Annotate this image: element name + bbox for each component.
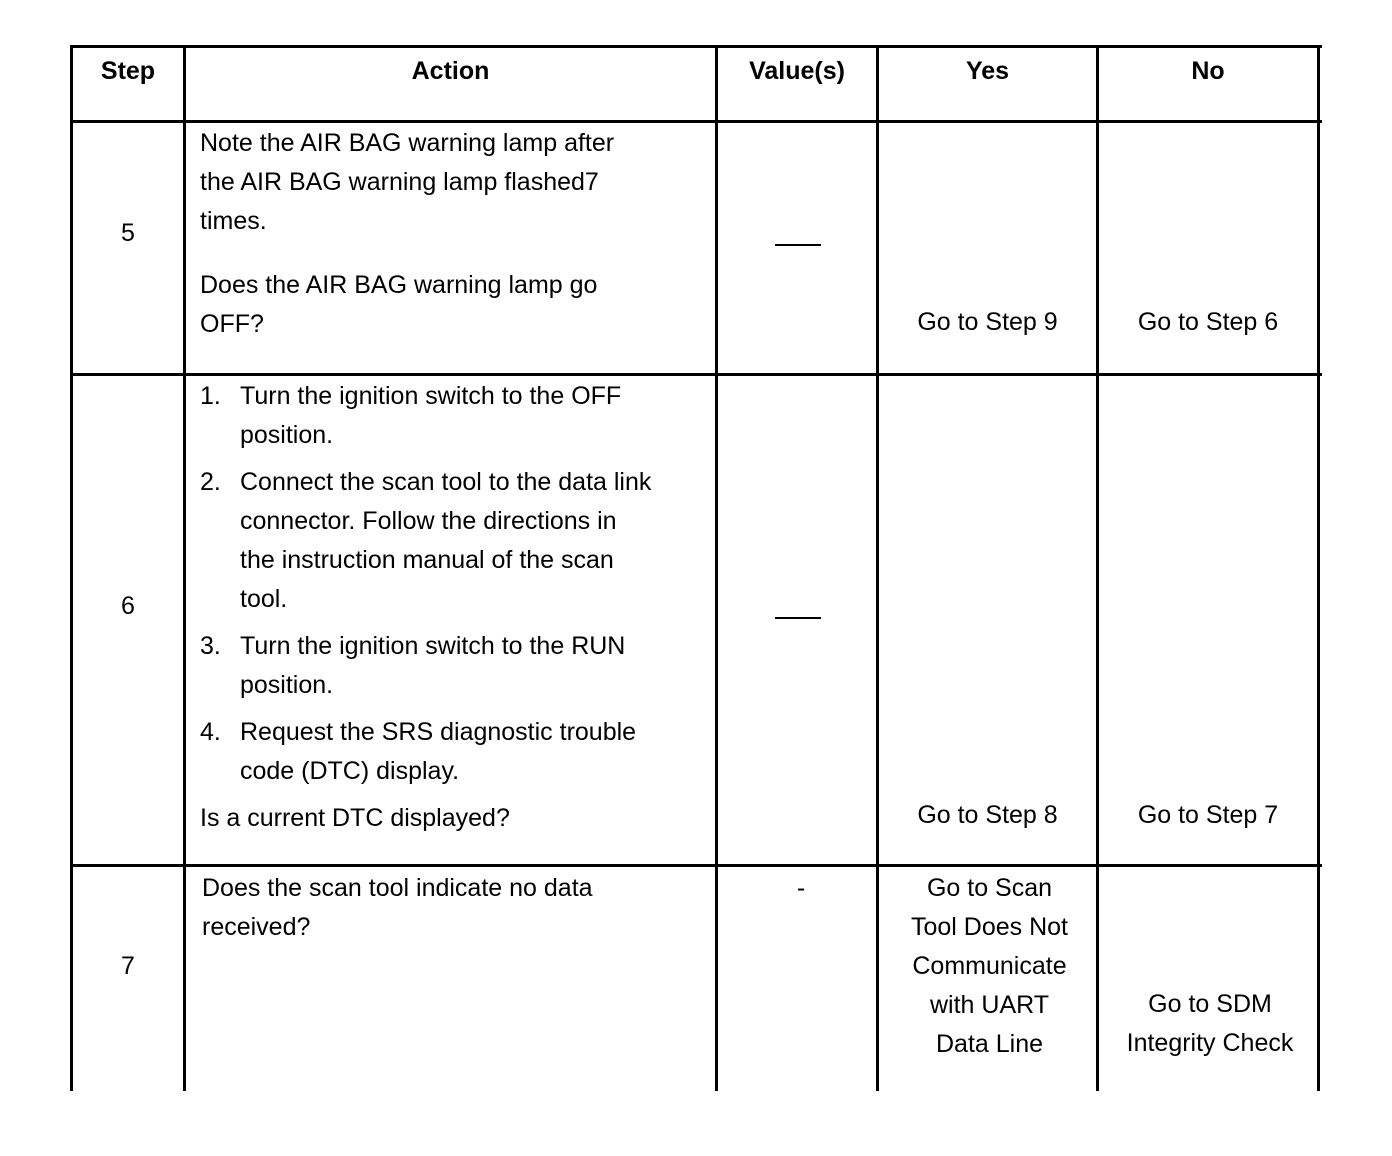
action-step-item: 4. Request the SRS diagnostic trouble code (DTC) display. (200, 718, 637, 785)
action-steps-list (200, 377, 710, 791)
value-dash (775, 244, 821, 246)
action-text (200, 377, 710, 838)
header-step: Step (100, 57, 156, 85)
col-border-value-yes (876, 45, 879, 1091)
step-number: 6 (121, 592, 135, 620)
yes-result: Go to Step 9 (917, 308, 1058, 336)
action-step-item: 1. Turn the ignition switch to the OFF position. (200, 382, 622, 449)
action-line: Does the scan tool indicate no data (202, 874, 593, 902)
value-text: - (796, 874, 806, 902)
yes-result: Go to Scan Tool Does Not Communicate with UART Data Line (910, 874, 1069, 1058)
table-border-top (70, 45, 1322, 48)
header-yes: Yes (965, 57, 1010, 85)
value-dash (775, 617, 821, 619)
action-text (200, 124, 710, 344)
header-values: Value(s) (749, 57, 845, 85)
step-number: 5 (121, 219, 135, 247)
header-no: No (1191, 57, 1225, 85)
row-divider-5-6 (72, 373, 1322, 376)
col-border-right (1317, 45, 1320, 1091)
step-number: 7 (121, 952, 135, 980)
col-border-step-action (183, 45, 186, 1091)
question-line: Is a current DTC displayed? (200, 804, 510, 832)
row-divider-6-7 (72, 864, 1322, 867)
question-line: OFF? (200, 310, 264, 338)
header-divider (70, 120, 1322, 123)
no-result: Go to Step 6 (1137, 308, 1279, 336)
action-line: the AIR BAG warning lamp flashed7 (200, 168, 599, 196)
action-step-item: 3. Turn the ignition switch to the RUN position. (200, 632, 626, 699)
action-text (202, 869, 712, 947)
yes-result: Go to Step 8 (917, 801, 1058, 829)
no-result: Go to SDM Integrity Check (1126, 990, 1294, 1057)
action-line: times. (200, 207, 267, 235)
action-step-item: 2. Connect the scan tool to the data link connector. Follow the directions in the instruction manual of the scan tool. (200, 468, 652, 613)
col-border-action-value (715, 45, 718, 1091)
question-line: Does the AIR BAG warning lamp go (200, 271, 598, 299)
col-border-left (70, 45, 73, 1091)
action-line: received? (202, 913, 311, 941)
no-result: Go to Step 7 (1137, 801, 1279, 829)
header-action: Action (411, 57, 490, 85)
action-line: Note the AIR BAG warning lamp after (200, 129, 615, 157)
